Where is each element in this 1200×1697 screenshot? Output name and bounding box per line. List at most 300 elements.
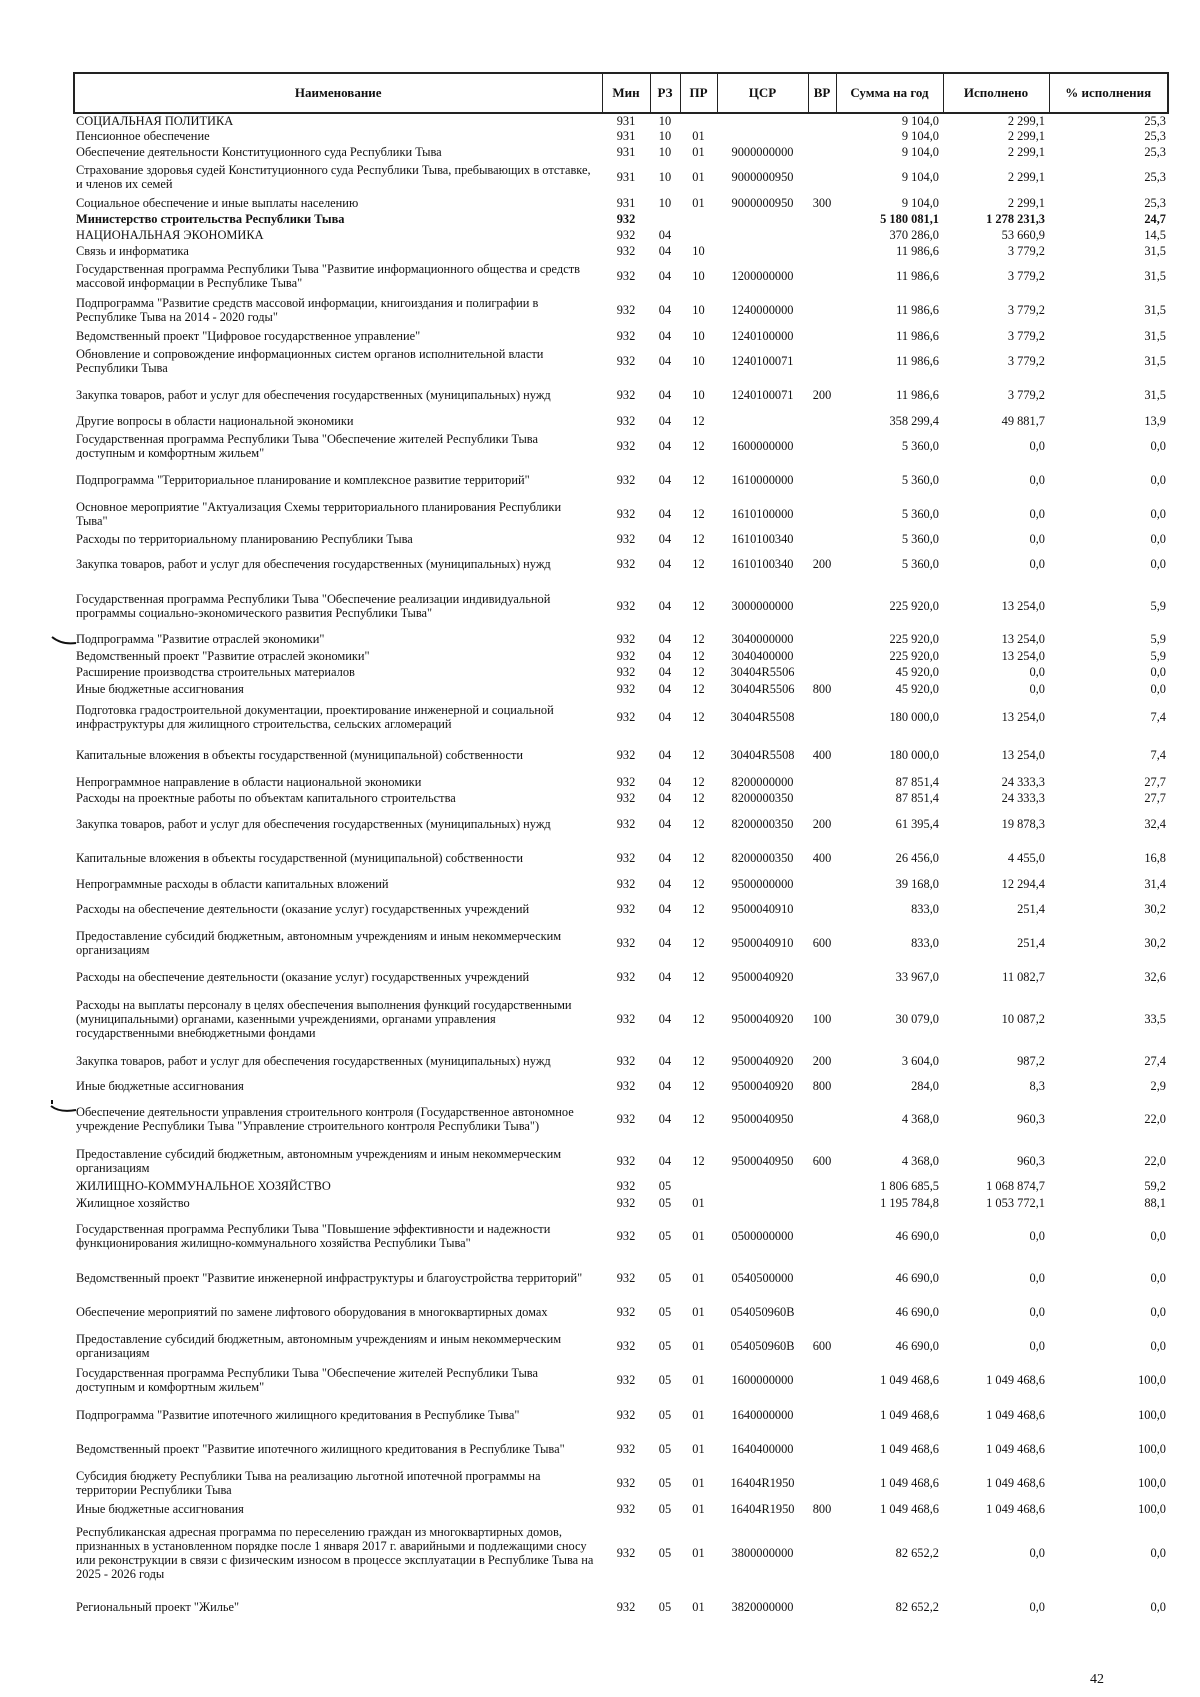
- cell-sum: 9 104,0: [901, 129, 939, 143]
- table-row: [74, 1517, 1168, 1589]
- cell-csr: 16404R1950: [730, 1501, 795, 1516]
- cell-min: 932: [616, 532, 636, 546]
- cell-name: Государственная программа Республики Тыва "Развитие информационного общества и средств массовой информации в Республике Тыва": [76, 262, 580, 290]
- table-row: [74, 412, 1168, 429]
- cell-rz: 04: [658, 303, 672, 317]
- cell-pr: 01: [692, 129, 705, 143]
- table-row: [74, 1211, 1168, 1261]
- cell-done: 13 254,0: [1001, 748, 1045, 762]
- cell-pr: 01: [692, 1476, 705, 1490]
- cell-done: 1 049 468,6: [986, 1407, 1045, 1422]
- cell-pr: 12: [692, 682, 705, 696]
- cell-pr: 12: [692, 648, 705, 663]
- table-row: [74, 1178, 1168, 1194]
- cell-pr: 12: [692, 902, 705, 916]
- cell-pr: 01: [692, 1339, 705, 1353]
- cell-vr: [808, 293, 836, 327]
- cell-csr: 30404R5508: [730, 748, 795, 762]
- cell-min: 932: [616, 1600, 636, 1614]
- cell-sum: 358 299,4: [889, 413, 939, 428]
- cell-pr: 12: [692, 632, 705, 646]
- cell-pr: 12: [692, 1154, 705, 1168]
- cell-csr: [717, 412, 808, 429]
- cell-pct: 0,0: [1150, 557, 1166, 571]
- cell-name: СОЦИАЛЬНАЯ ПОЛИТИКА: [76, 114, 234, 128]
- cell-sum: 5 360,0: [901, 557, 939, 571]
- cell-name: Расходы на обеспечение деятельности (оказание услуг) государственных учреждений: [76, 902, 530, 916]
- cell-min: 931: [616, 145, 636, 159]
- table-row: [74, 1363, 1168, 1397]
- cell-sum: 30 079,0: [895, 1012, 939, 1026]
- cell-rz: 04: [658, 851, 672, 865]
- cell-rz: 04: [658, 936, 672, 950]
- cell-sum: 26 456,0: [895, 851, 939, 865]
- cell-rz: 05: [658, 1271, 672, 1285]
- cell-vr: 200: [812, 557, 832, 571]
- cell-rz: 05: [658, 1476, 672, 1490]
- table-header: [74, 73, 1168, 113]
- cell-rz: 05: [658, 1546, 672, 1560]
- table-row: [74, 1295, 1168, 1329]
- cell-vr: [808, 327, 836, 344]
- cell-name: Закупка товаров, работ и услуг для обеспечения государственных (муниципальных) нужд: [76, 557, 551, 571]
- cell-min: 932: [616, 1195, 636, 1210]
- cell-name: Иные бюджетные ассигнования: [76, 1501, 244, 1516]
- cell-min: 932: [616, 632, 636, 646]
- cell-min: 932: [616, 1407, 636, 1422]
- table-row: [74, 531, 1168, 547]
- cell-csr: 8200000350: [731, 791, 794, 805]
- cell-sum: 11 986,6: [896, 269, 939, 283]
- cell-min: 932: [616, 970, 636, 984]
- cell-done: 1 278 231,3: [986, 212, 1045, 226]
- cell-sum: 225 920,0: [889, 632, 939, 646]
- cell-pr: 12: [692, 710, 705, 724]
- cell-sum: 1 049 468,6: [880, 1442, 939, 1456]
- cell-sum: 46 690,0: [895, 1339, 939, 1353]
- cell-pct: 13,9: [1144, 413, 1166, 428]
- cell-pct: 7,4: [1150, 748, 1166, 762]
- cell-rz: 05: [658, 1442, 672, 1456]
- cell-pr: [680, 211, 717, 227]
- scan-mark: [50, 634, 80, 648]
- table-row: [74, 1194, 1168, 1211]
- cell-done: 987,2: [1017, 1054, 1045, 1068]
- cell-name: Предоставление субсидий бюджетным, автономным учреждениям и иным некоммерческим организациям: [76, 1332, 562, 1360]
- cell-pct: 31,5: [1144, 328, 1166, 343]
- cell-pr: 12: [692, 599, 705, 613]
- cell-vr: [808, 960, 836, 994]
- cell-sum: 9 104,0: [901, 114, 939, 128]
- cell-pr: [680, 227, 717, 243]
- cell-name: Основное мероприятие "Актуализация Схемы территориального планирования Республики Тыва": [76, 500, 562, 528]
- cell-pct: 100,0: [1138, 1373, 1166, 1387]
- column-header-min: Мин: [602, 73, 650, 113]
- table-row: [74, 1261, 1168, 1295]
- table-row: [74, 547, 1168, 581]
- scan-mark: [48, 1098, 80, 1116]
- cell-vr: [808, 344, 836, 378]
- cell-pct: 25,3: [1144, 145, 1166, 159]
- table-row: [74, 1397, 1168, 1432]
- table-row: [74, 875, 1168, 892]
- cell-vr: [808, 790, 836, 806]
- cell-done: 0,0: [1029, 1600, 1045, 1614]
- cell-name: Расширение производства строительных материалов: [76, 665, 355, 679]
- column-header-done: Исполнено: [943, 73, 1049, 113]
- cell-pr: 01: [692, 1442, 705, 1456]
- cell-csr: 8200000350: [731, 851, 794, 865]
- cell-name: Расходы на проектные работы по объектам капитального строительства: [76, 791, 456, 805]
- cell-csr: 054050960В: [730, 1305, 795, 1319]
- cell-pct: 30,2: [1144, 936, 1166, 950]
- cell-done: 1 049 468,6: [986, 1501, 1045, 1516]
- cell-vr: 600: [812, 1154, 832, 1168]
- cell-pr: 12: [692, 413, 705, 428]
- table-row: [74, 647, 1168, 664]
- cell-name: Иные бюджетные ассигнования: [76, 1079, 244, 1093]
- cell-rz: 04: [658, 269, 672, 283]
- cell-done: 0,0: [1029, 1305, 1045, 1319]
- cell-pct: 0,0: [1150, 1339, 1166, 1353]
- table-row: [74, 194, 1168, 211]
- cell-sum: 9 104,0: [901, 145, 939, 159]
- cell-rz: 05: [658, 1229, 672, 1243]
- cell-vr: 300: [812, 195, 832, 210]
- cell-sum: 5 180 081,1: [880, 212, 939, 226]
- cell-pr: 12: [692, 775, 705, 789]
- cell-vr: [808, 1211, 836, 1261]
- cell-vr: [808, 1194, 836, 1211]
- cell-sum: 46 690,0: [895, 1271, 939, 1285]
- cell-min: 932: [616, 1179, 636, 1193]
- table-row: [74, 680, 1168, 698]
- cell-name: Связь и информатика: [76, 244, 189, 258]
- cell-rz: 04: [658, 682, 672, 696]
- cell-min: 932: [616, 682, 636, 696]
- cell-sum: 225 920,0: [889, 648, 939, 663]
- table-row: [74, 429, 1168, 463]
- cell-pct: 32,6: [1144, 970, 1166, 984]
- cell-csr: 1200000000: [731, 269, 794, 283]
- column-header-rz: РЗ: [650, 73, 680, 113]
- table-row: [74, 113, 1168, 128]
- cell-pct: 100,0: [1138, 1476, 1166, 1490]
- cell-pr: 10: [692, 269, 705, 283]
- cell-csr: 1600000000: [731, 439, 794, 453]
- cell-rz: [650, 211, 680, 227]
- cell-sum: 284,0: [911, 1079, 939, 1093]
- cell-pr: [680, 113, 717, 128]
- cell-pct: 2,9: [1150, 1079, 1166, 1093]
- cell-name: Ведомственный проект "Развитие отраслей экономики": [76, 648, 370, 663]
- cell-csr: 1610100340: [731, 532, 794, 546]
- table-row: [74, 378, 1168, 412]
- cell-name: Государственная программа Республики Тыва "Обеспечение жителей Республики Тыва доступным и комфортным жильем": [76, 432, 538, 460]
- cell-min: 932: [616, 1154, 636, 1168]
- cell-min: 932: [616, 354, 636, 368]
- cell-pr: 01: [692, 1229, 705, 1243]
- cell-vr: 200: [812, 1054, 832, 1068]
- cell-done: 2 299,1: [1007, 195, 1045, 210]
- cell-pct: 59,2: [1144, 1179, 1166, 1193]
- cell-csr: 16404R1950: [730, 1476, 795, 1490]
- cell-rz: 04: [658, 1012, 672, 1026]
- cell-sum: 1 049 468,6: [880, 1373, 939, 1387]
- cell-csr: 9500040910: [731, 936, 794, 950]
- cell-csr: 1600000000: [731, 1373, 794, 1387]
- cell-done: 3 779,2: [1007, 244, 1045, 258]
- table-row: [74, 259, 1168, 293]
- cell-pr: 01: [692, 170, 705, 184]
- cell-rz: 04: [658, 388, 672, 402]
- cell-vr: [808, 774, 836, 790]
- cell-sum: 4 368,0: [901, 1112, 939, 1126]
- table-row: [74, 631, 1168, 647]
- cell-rz: 05: [658, 1600, 672, 1614]
- cell-sum: 180 000,0: [889, 710, 939, 724]
- cell-name: ЖИЛИЩНО-КОММУНАЛЬНОЕ ХОЗЯЙСТВО: [76, 1179, 331, 1193]
- cell-done: 0,0: [1029, 682, 1045, 696]
- cell-rz: 04: [658, 902, 672, 916]
- cell-csr: [717, 1178, 808, 1194]
- cell-done: 0,0: [1029, 1271, 1045, 1285]
- cell-rz: 04: [658, 244, 672, 258]
- cell-done: 0,0: [1029, 1546, 1045, 1560]
- cell-sum: 82 652,2: [895, 1600, 939, 1614]
- cell-pr: 01: [692, 1407, 705, 1422]
- cell-done: 4 455,0: [1007, 851, 1045, 865]
- cell-pct: 25,3: [1144, 114, 1166, 128]
- cell-sum: 61 395,4: [895, 816, 939, 831]
- cell-name: Ведомственный проект "Развитие ипотечного жилищного кредитования в Республике Тыва": [76, 1442, 565, 1456]
- cell-pct: 0,0: [1150, 665, 1166, 679]
- cell-rz: 05: [658, 1373, 672, 1387]
- cell-csr: [717, 113, 808, 128]
- cell-pct: 5,9: [1150, 632, 1166, 646]
- cell-pct: 16,8: [1144, 851, 1166, 865]
- cell-done: 24 333,3: [1001, 791, 1045, 805]
- cell-sum: 370 286,0: [889, 228, 939, 242]
- cell-done: 960,3: [1017, 1154, 1045, 1168]
- table-row: [74, 227, 1168, 243]
- cell-vr: [808, 113, 836, 128]
- cell-pct: 0,0: [1150, 507, 1166, 521]
- cell-pct: 100,0: [1138, 1442, 1166, 1456]
- cell-vr: 200: [812, 816, 832, 831]
- table-row: [74, 1432, 1168, 1466]
- cell-name: Субсидия бюджету Республики Тыва на реализацию льготной ипотечной программы на территории Республики Тыва: [76, 1469, 541, 1497]
- cell-min: 932: [616, 1476, 636, 1490]
- cell-min: 932: [616, 1442, 636, 1456]
- cell-sum: 4 368,0: [901, 1154, 939, 1168]
- cell-csr: 3000000000: [731, 599, 794, 613]
- table-row: [74, 1500, 1168, 1517]
- cell-pct: 31,5: [1144, 388, 1166, 402]
- cell-done: 0,0: [1029, 1229, 1045, 1243]
- cell-pr: 01: [692, 1546, 705, 1560]
- cell-vr: [808, 1261, 836, 1295]
- cell-done: 0,0: [1029, 557, 1045, 571]
- cell-sum: 225 920,0: [889, 599, 939, 613]
- cell-sum: 9 104,0: [901, 195, 939, 210]
- cell-sum: 82 652,2: [895, 1546, 939, 1560]
- cell-pct: 7,4: [1150, 710, 1166, 724]
- cell-done: 13 254,0: [1001, 710, 1045, 724]
- cell-pct: 0,0: [1150, 1229, 1166, 1243]
- cell-csr: 054050960В: [730, 1339, 795, 1353]
- cell-csr: [717, 211, 808, 227]
- table-row: [74, 128, 1168, 144]
- cell-name: Другие вопросы в области национальной экономики: [76, 413, 354, 428]
- cell-sum: 11 986,6: [896, 354, 939, 368]
- cell-csr: 3040000000: [731, 632, 794, 646]
- table-row: [74, 1078, 1168, 1094]
- cell-name: Республиканская адресная программа по переселению граждан из многоквартирных домов, признанных в установленном порядке после 1 января 2017 г. аварийными и подлежащими сносу или реконструкции в связи с физическим износом в процессе эксплуатации в Республике Тыва на 2025 - 2026 годы: [76, 1525, 594, 1581]
- cell-name: Закупка товаров, работ и услуг для обеспечения государственных (муниципальных) нужд: [76, 1054, 551, 1068]
- cell-pr: 01: [692, 1271, 705, 1285]
- cell-sum: 45 920,0: [895, 665, 939, 679]
- cell-pr: 10: [692, 354, 705, 368]
- cell-rz: 04: [658, 791, 672, 805]
- cell-pr: 12: [692, 557, 705, 571]
- cell-done: 0,0: [1029, 439, 1045, 453]
- cell-min: 932: [616, 473, 636, 487]
- cell-vr: [808, 664, 836, 680]
- column-header-sum: Сумма на год: [836, 73, 943, 113]
- cell-vr: 400: [812, 851, 832, 865]
- table-row: [74, 806, 1168, 841]
- cell-vr: [808, 531, 836, 547]
- cell-pct: 5,9: [1150, 599, 1166, 613]
- cell-pr: 01: [692, 195, 705, 210]
- table-row: [74, 1044, 1168, 1078]
- cell-pct: 0,0: [1150, 473, 1166, 487]
- cell-min: 932: [616, 1501, 636, 1516]
- cell-pct: 100,0: [1138, 1407, 1166, 1422]
- cell-sum: 5 360,0: [901, 439, 939, 453]
- cell-pr: 01: [692, 1305, 705, 1319]
- table-row: [74, 664, 1168, 680]
- cell-pct: 22,0: [1144, 1154, 1166, 1168]
- cell-rz: 10: [658, 170, 672, 184]
- cell-done: 2 299,1: [1007, 129, 1045, 143]
- cell-pct: 0,0: [1150, 1546, 1166, 1560]
- cell-vr: 600: [812, 936, 832, 950]
- cell-done: 12 294,4: [1001, 876, 1045, 891]
- cell-pr: 12: [692, 1012, 705, 1026]
- cell-rz: 05: [658, 1195, 672, 1210]
- cell-vr: 800: [812, 682, 832, 696]
- cell-rz: 04: [658, 816, 672, 831]
- cell-csr: [717, 227, 808, 243]
- cell-name: Расходы на выплаты персоналу в целях обеспечения выполнения функций государственными (муниципальными) органами, казенными учреждениями, органами управления государственными внебюджетными фондами: [76, 998, 572, 1040]
- cell-min: 932: [616, 1112, 636, 1126]
- cell-csr: 9500040920: [731, 1054, 794, 1068]
- cell-vr: [808, 1363, 836, 1397]
- cell-csr: 3820000000: [731, 1600, 794, 1614]
- cell-done: 251,4: [1017, 936, 1045, 950]
- cell-pr: 12: [692, 1112, 705, 1126]
- cell-csr: 1240100000: [731, 328, 794, 343]
- cell-vr: 100: [812, 1012, 832, 1026]
- cell-min: 932: [616, 557, 636, 571]
- cell-min: 932: [616, 1305, 636, 1319]
- cell-done: 960,3: [1017, 1112, 1045, 1126]
- cell-sum: 5 360,0: [901, 507, 939, 521]
- cell-pct: 27,7: [1144, 791, 1166, 805]
- cell-min: 932: [616, 648, 636, 663]
- cell-done: 3 779,2: [1007, 388, 1045, 402]
- cell-done: 1 053 772,1: [986, 1195, 1045, 1210]
- cell-name: Обеспечение мероприятий по замене лифтового оборудования в многоквартирных домах: [76, 1305, 548, 1319]
- cell-min: 932: [616, 1054, 636, 1068]
- cell-csr: 8200000000: [731, 775, 794, 789]
- cell-pct: 25,3: [1144, 170, 1166, 184]
- cell-csr: 0540500000: [731, 1271, 794, 1285]
- cell-done: 19 878,3: [1001, 816, 1045, 831]
- table-row: [74, 774, 1168, 790]
- cell-name: Государственная программа Республики Тыва "Обеспечение жителей Республики Тыва доступным и комфортным жильем": [76, 1366, 538, 1394]
- cell-vr: [808, 211, 836, 227]
- cell-pct: 33,5: [1144, 1012, 1166, 1026]
- cell-min: 932: [616, 244, 636, 258]
- cell-vr: 800: [812, 1079, 832, 1093]
- cell-name: Подготовка градостроительной документации, проектирование инженерной и социальной инфраструктуры для жилищного строительства, сельских агломераций: [76, 703, 554, 731]
- cell-vr: [808, 1589, 836, 1625]
- cell-vr: [808, 875, 836, 892]
- cell-min: 932: [616, 816, 636, 831]
- cell-pr: 12: [692, 532, 705, 546]
- cell-pr: 12: [692, 1054, 705, 1068]
- cell-min: 932: [616, 876, 636, 891]
- cell-done: 49 881,7: [1001, 413, 1045, 428]
- cell-pr: 10: [692, 388, 705, 402]
- table-row: [74, 1329, 1168, 1363]
- cell-vr: [808, 429, 836, 463]
- cell-csr: 1640000000: [731, 1407, 794, 1422]
- cell-min: 932: [616, 328, 636, 343]
- cell-csr: 1610100340: [731, 557, 794, 571]
- cell-min: 932: [616, 851, 636, 865]
- cell-vr: [808, 1466, 836, 1500]
- cell-sum: 87 851,4: [895, 791, 939, 805]
- cell-rz: 05: [658, 1305, 672, 1319]
- cell-pr: 12: [692, 439, 705, 453]
- cell-pr: 01: [692, 1501, 705, 1516]
- cell-pct: 31,5: [1144, 244, 1166, 258]
- cell-pct: 31,5: [1144, 303, 1166, 317]
- cell-done: 2 299,1: [1007, 170, 1045, 184]
- cell-done: 0,0: [1029, 665, 1045, 679]
- cell-rz: 04: [658, 328, 672, 343]
- cell-pct: 25,3: [1144, 195, 1166, 210]
- cell-done: 8,3: [1029, 1079, 1045, 1093]
- cell-name: Закупка товаров, работ и услуг для обеспечения государственных (муниципальных) нужд: [76, 388, 551, 402]
- cell-vr: 800: [812, 1501, 832, 1516]
- cell-pr: 12: [692, 791, 705, 805]
- cell-done: 24 333,3: [1001, 775, 1045, 789]
- cell-rz: 04: [658, 354, 672, 368]
- cell-done: 0,0: [1029, 532, 1045, 546]
- cell-min: 932: [616, 1271, 636, 1285]
- cell-csr: 3800000000: [731, 1546, 794, 1560]
- cell-csr: 1640400000: [731, 1442, 794, 1456]
- cell-done: 3 779,2: [1007, 354, 1045, 368]
- cell-name: Обновление и сопровождение информационных систем органов исполнительной власти Республики Тыва: [76, 347, 544, 375]
- cell-done: 1 049 468,6: [986, 1373, 1045, 1387]
- cell-done: 0,0: [1029, 1339, 1045, 1353]
